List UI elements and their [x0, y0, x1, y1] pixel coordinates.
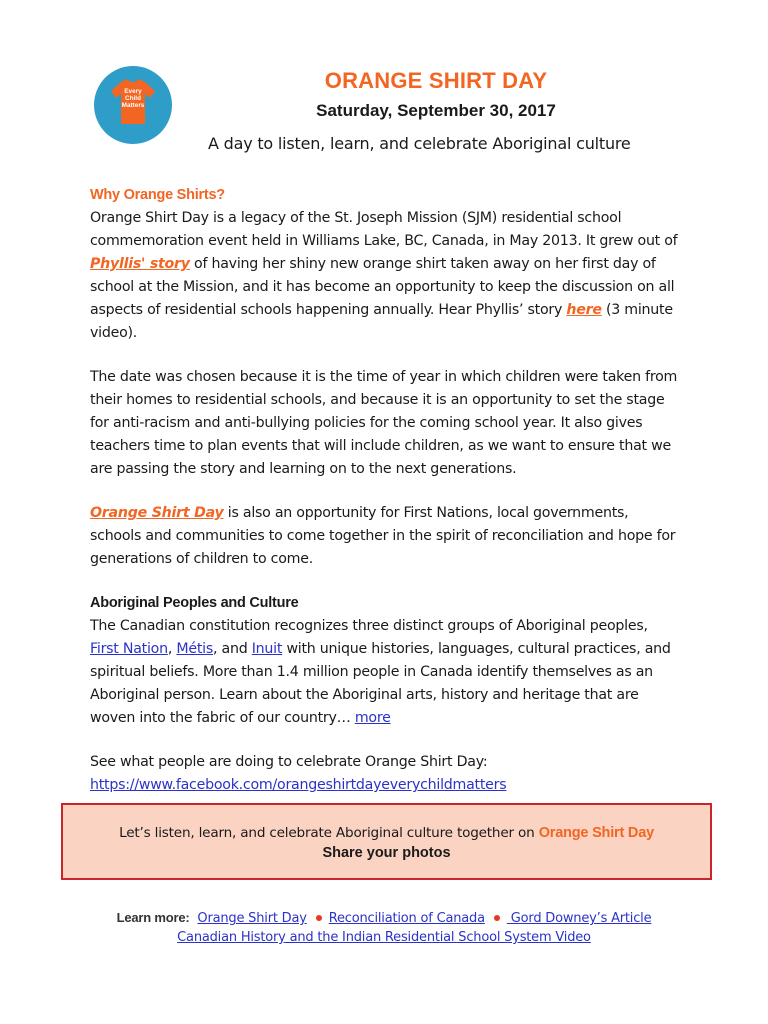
page-title: ORANGE SHIRT DAY — [324, 68, 548, 93]
why-orange-shirts-heading: Why Orange Shirts? — [90, 187, 225, 203]
facebook-link[interactable]: https://www.facebook.com/orangeshirtdayeverychildmatters — [90, 777, 507, 793]
learn-more-footer — [0, 908, 768, 947]
call-to-action-box — [61, 803, 712, 880]
inuit-link[interactable]: Inuit — [251, 641, 283, 657]
why-paragraph-2: The date was chosen because it is the time of year in which children were taken from their homes to residential schools, and because it is an opportunity to set the stage for anti-racism and anti-bullying policies for the coming school year. It also gives teachers time to plan events that will include children, as we want to ensure that we are passing the story and learning on to the next generations. — [90, 369, 678, 477]
aboriginal-heading: Aboriginal Peoples and Culture — [90, 595, 299, 611]
aboriginal-paragraph: The Canadian constitution recognizes three distinct groups of Aboriginal peoples, First Nation, Métis, and Inuit with unique histories, languages, cultural practices, and spiritual beliefs. More than 1.4 million people in Canada identify themselves as an Aboriginal person. Learn about the Aboriginal arts, history and heritage that are woven into the fabric of our country… more — [90, 618, 671, 726]
cta-line-1: Let’s listen, learn, and celebrate Aboriginal culture together on Orange Shirt Day — [119, 825, 654, 841]
first-nation-link[interactable]: First Nation — [90, 641, 168, 657]
footer-link-reconciliation[interactable]: Reconciliation of Canada — [328, 911, 485, 926]
event-date: Saturday, September 30, 2017 — [316, 101, 556, 120]
logo-text: Every Child Matters — [121, 88, 145, 109]
orange-shirt-day-link[interactable]: Orange Shirt Day — [90, 505, 224, 521]
tagline: A day to listen, learn, and celebrate Aboriginal culture — [208, 134, 631, 153]
footer-link-orange-shirt-day[interactable]: Orange Shirt Day — [197, 911, 307, 926]
see-what-text: See what people are doing to celebrate Orange Shirt Day: — [90, 754, 488, 770]
footer-link-history-video[interactable]: Canadian History and the Indian Residential School System Video — [177, 930, 591, 945]
cta-highlight: Orange Shirt Day — [538, 825, 654, 841]
phyllis-story-link[interactable]: Phyllis' story — [90, 256, 190, 272]
cta-share-photos: Share your photos — [322, 845, 451, 861]
bullet-icon — [316, 915, 322, 921]
video-here-link[interactable]: here — [566, 302, 602, 318]
main-content — [90, 184, 680, 797]
more-link[interactable]: more — [354, 710, 391, 726]
metis-link[interactable]: Métis — [176, 641, 214, 657]
learn-more-label: Learn more: — [116, 910, 190, 925]
why-paragraph-1: Orange Shirt Day is a legacy of the St. Joseph Mission (SJM) residential school commemoration event held in Williams Lake, BC, Canada, in May 2013. It grew out of Phyllis' story of having her shiny new orange shirt taken away on her first day of school at the Mission, and it has become an opportunity to keep the discussion on all aspects of residential schools happening annually. Hear Phyllis’ story here (3 minute video). — [90, 210, 678, 341]
bullet-icon — [494, 915, 500, 921]
footer-link-gord-downey[interactable]: Gord Downey’s Article — [506, 911, 652, 926]
why-paragraph-3: Orange Shirt Day is also an opportunity for First Nations, local governments, schools and communities to come together in the spirit of reconciliation and hope for generations of children to come. — [90, 505, 676, 567]
